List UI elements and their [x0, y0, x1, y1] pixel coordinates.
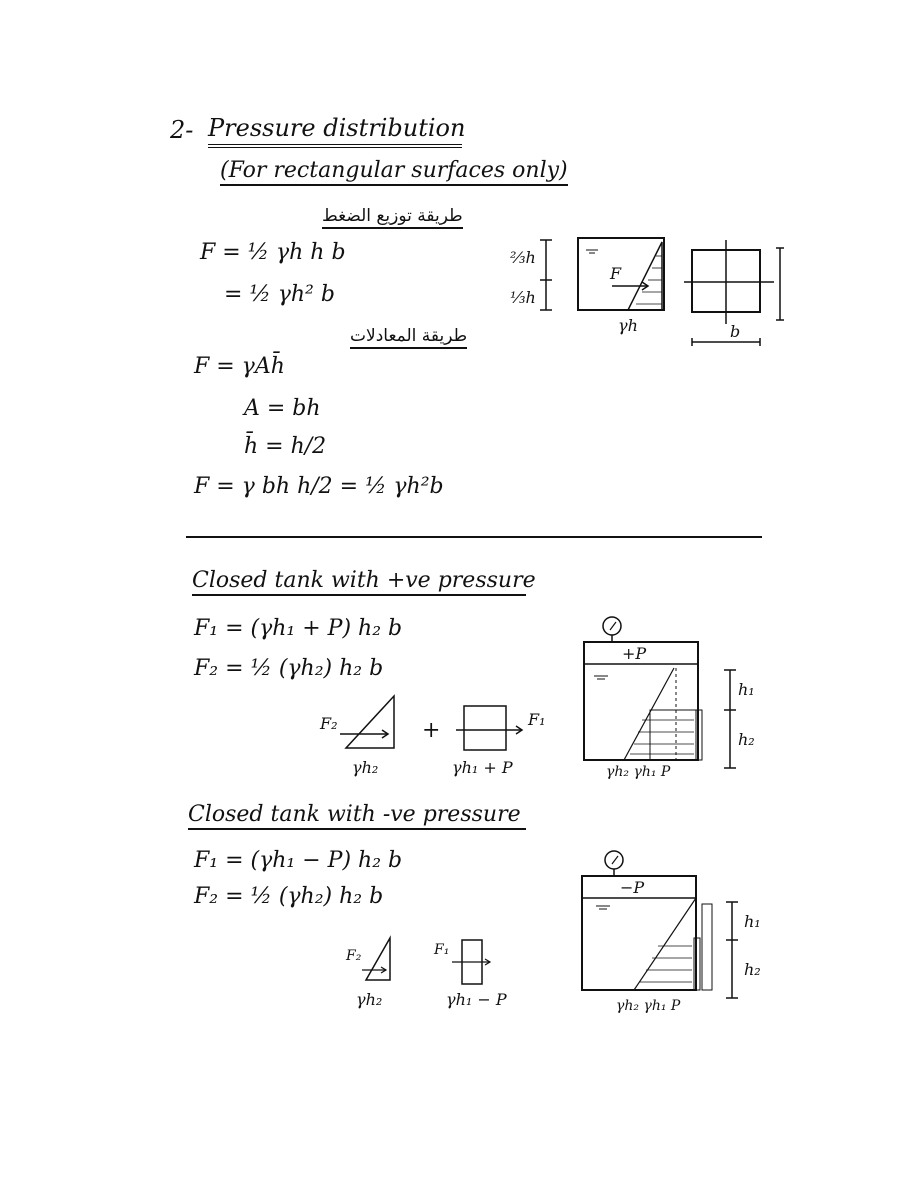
label-plus-sign: +: [422, 718, 441, 743]
arabic-heading-pressure-method: طريقة توزيع الضغط: [322, 206, 463, 229]
equation-negative-2: F₂ = ½ (γh₂) h₂ b: [194, 884, 384, 909]
positive-pressure-tank: [580, 612, 750, 772]
negative-pressure-tank: [578, 848, 752, 1008]
equation-pressure-1: F = ½ γh h b: [200, 240, 346, 265]
label-negative-h2: h₂: [744, 960, 761, 979]
label-positive-f1: F₁: [528, 710, 546, 729]
label-negative-tank-bottom: γh₂ γh₁ P: [616, 998, 681, 1014]
positive-rectangle-diagram: [456, 704, 528, 756]
pressure-dimension-arrows: [536, 236, 556, 316]
label-positive-h2: h₂: [738, 730, 755, 749]
label-negative-triangle-base: γh₂: [356, 990, 383, 1009]
section-number: 2-: [170, 116, 194, 144]
equation-positive-2: F₂ = ½ (γh₂) h₂ b: [194, 656, 384, 681]
heading-positive-pressure: Closed tank with +ve pressure: [192, 568, 526, 596]
label-positive-tank-bottom: γh₂ γh₁ P: [606, 764, 671, 780]
label-positive-h1: h₁: [738, 680, 755, 699]
label-one-third-h: ⅓h: [510, 288, 536, 307]
equation-positive-1: F₁ = (γh₁ + P) h₂ b: [194, 616, 403, 641]
label-negative-h1: h₁: [744, 912, 761, 931]
equation-method-4: F = γ bh h/2 = ½ γh²b: [194, 474, 444, 499]
section-subtitle: (For rectangular surfaces only): [220, 158, 568, 186]
positive-triangle-diagram: [336, 692, 400, 752]
label-two-thirds-h: ⅔h: [510, 248, 536, 267]
equation-pressure-2: = ½ γh² b: [224, 282, 335, 307]
section-divider: [186, 536, 762, 538]
label-positive-tank-pressure: +P: [622, 644, 647, 663]
label-negative-tank-pressure: −P: [620, 878, 645, 897]
label-gamma-h: γh: [618, 316, 638, 335]
negative-triangle-diagram: [362, 934, 396, 986]
label-force-f: F: [610, 264, 622, 283]
heading-negative-pressure: Closed tank with -ve pressure: [188, 802, 526, 830]
label-positive-f2: F₂: [320, 714, 338, 733]
label-width-b: b: [730, 322, 741, 341]
equation-negative-1: F₁ = (γh₁ − P) h₂ b: [194, 848, 403, 873]
rectangular-tank-pressure-diagram: [576, 236, 668, 316]
label-negative-f2: F₂: [346, 948, 362, 964]
negative-rectangle-diagram: [448, 938, 496, 990]
label-negative-f1: F₁: [434, 942, 450, 958]
section-title: Pressure distribution: [208, 114, 462, 148]
label-negative-rectangle-base: γh₁ − P: [446, 990, 507, 1009]
arabic-heading-equation-method: طريقة المعادلات: [350, 326, 467, 349]
equation-method-3: h̄ = h/2: [244, 434, 327, 459]
label-positive-rectangle-base: γh₁ + P: [452, 758, 513, 777]
equation-method-2: A = bh: [244, 396, 321, 421]
equation-method-1: F = γAh̄: [194, 354, 285, 379]
label-positive-triangle-base: γh₂: [352, 758, 379, 777]
